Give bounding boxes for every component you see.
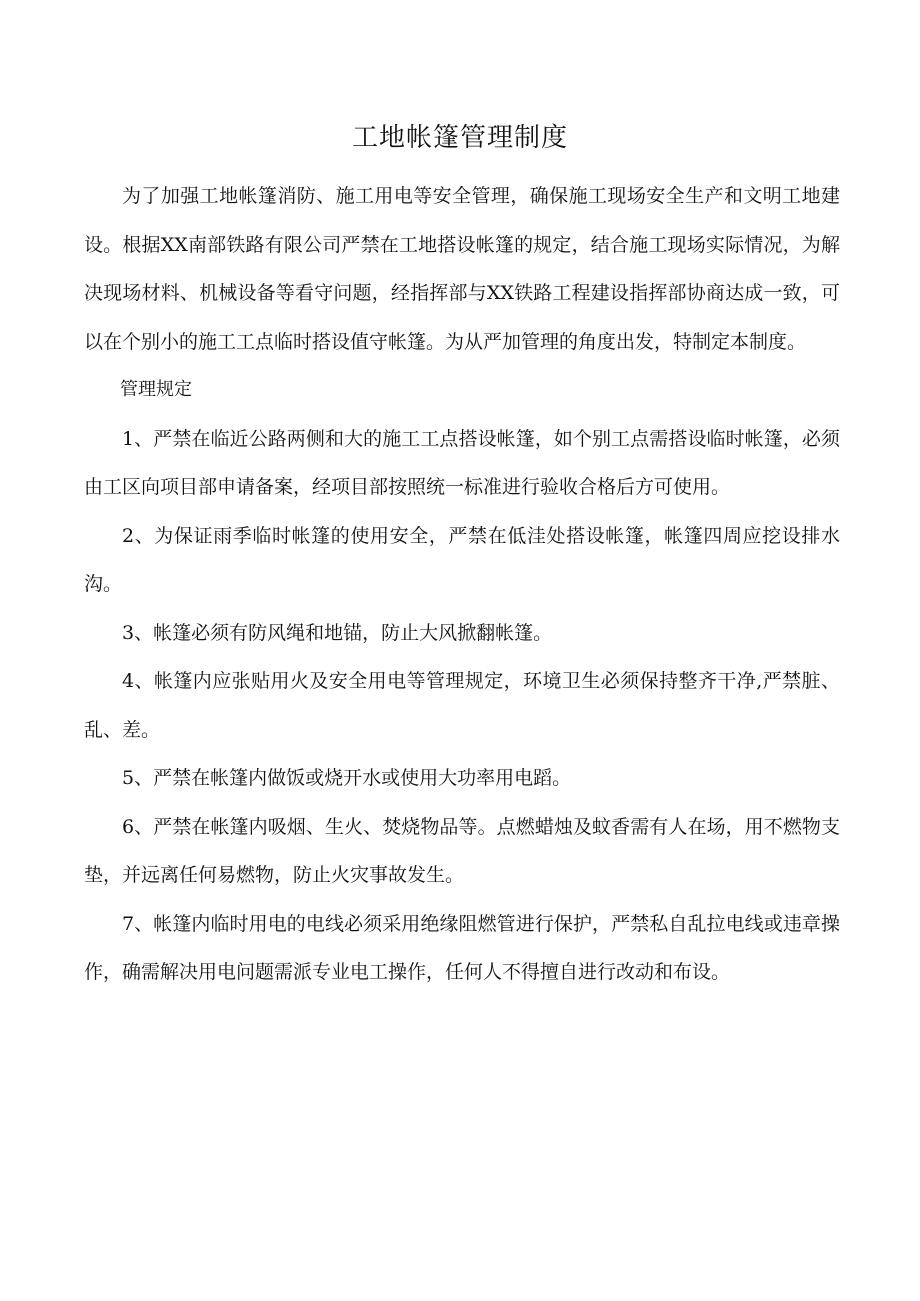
document-title: 工地帐篷管理制度 [351, 123, 568, 153]
intro-paragraph: 为了加强工地帐篷消防、施工用电等安全管理，确保施工现场安全生产和文明工地建设。根据XX南部铁路有限公司严禁在工地搭设帐篷的规定，结合施工现场实际情况，为解决现场材料、机械设备等看守问题，经指挥部与XX铁路工程建设指挥部协商达成一致，可以在个别小的施工工点临时搭设值守帐篷。为从严加管理的角度出发，特制定本制度。 [84, 185, 840, 353]
rule-item-5: 5、严禁在帐篷内做饭或烧开水或使用大功率用电蹈。 [122, 767, 572, 789]
rule-item-4: 4、帐篷内应张贴用火及安全用电等管理规定，环境卫生必须保持整齐干净,严禁脏、乱、差。 [84, 670, 840, 741]
rule-item-1: 1、严禁在临近公路两侧和大的施工工点搭设帐篷，如个别工点需搭设临时帐篷，必须由工区向项目部申请备案，经项目部按照统一标准进行验收合格后方可使用。 [84, 427, 840, 498]
section-heading: 管理规定 [120, 379, 192, 400]
rule-item-3: 3、帐篷必须有防风绳和地锚，防止大风掀翻帐篷。 [122, 621, 553, 644]
rule-item-7: 7、帐篷内临时用电的电线必须采用绝缘阻燃管进行保护，严禁私自乱拉电线或违章操作，确需解决用电问题需派专业电工操作，任何人不得擅自进行改动和布设。 [84, 912, 840, 983]
rule-item-2: 2、为保证雨季临时帐篷的使用安全，严禁在低洼处搭设帐篷，帐篷四周应挖设排水沟。 [84, 524, 840, 595]
document-body [84, 172, 840, 997]
rule-item-6: 6、严禁在帐篷内吸烟、生火、焚烧物品等。点燃蜡烛及蚊香需有人在场，用不燃物支垫，并远离任何易燃物，防止火灾事故发生。 [84, 815, 840, 886]
